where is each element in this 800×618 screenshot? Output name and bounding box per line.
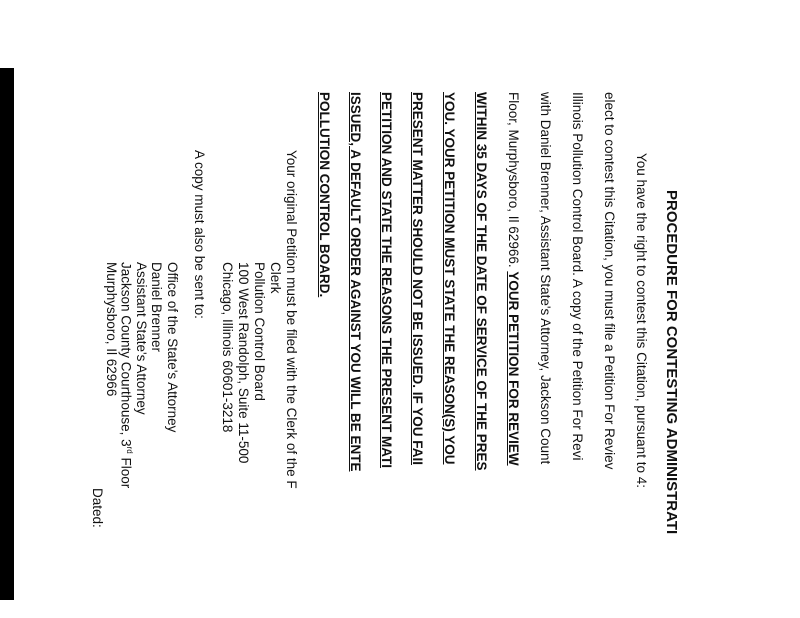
dated-label: Dated: xyxy=(90,488,105,528)
bold-notice-line: PETITION AND STATE THE REASONS THE PRESENT MATI xyxy=(379,92,394,469)
bold-notice-line: WITHIN 35 DAYS OF THE DATE OF SERVICE OF THE PRES xyxy=(474,92,489,471)
floor-text: Floor xyxy=(118,453,134,489)
bold-notice-line: YOU. YOUR PETITION MUST STATE THE REASON(S) YOU xyxy=(442,92,457,465)
sa-address-line: Office of the State's Attorney xyxy=(165,262,180,433)
document-title: PROCEDURE FOR CONTESTING ADMINISTRATI xyxy=(663,190,680,535)
clerk-address-line: 100 West Randolph, Suite 11-500 xyxy=(236,262,251,464)
sa-address-line xyxy=(119,262,133,488)
scan-edge-bar xyxy=(0,68,14,600)
sa-address-line: Assistant State's Attorney xyxy=(134,262,149,415)
paragraph-line: Illinois Pollution Control Board. A copy of the Petition For Revi xyxy=(570,92,585,461)
paragraph-line: elect to contest this Citation, you must file a Petition For Reviev xyxy=(602,92,617,470)
sa-address-line: Murphysboro, Il 62966 xyxy=(104,262,119,397)
paragraph-line: with Daniel Brenner, Assistant State's Attorney, Jackson Count xyxy=(538,92,553,465)
paragraph-text: Floor, Murphysboro, Il 62966. xyxy=(506,92,521,272)
filing-instruction: Your original Petition must be filed with the Clerk of the F xyxy=(284,150,299,489)
paragraph-line xyxy=(507,92,521,466)
petition-deadline-text: YOUR PETITION FOR REVIEW xyxy=(506,271,521,466)
bold-notice-line: POLLUTION CONTROL BOARD. xyxy=(317,92,332,298)
sa-address-line: Daniel Brenner xyxy=(149,262,164,353)
clerk-address-line: Pollution Control Board xyxy=(252,262,267,401)
courthouse-text: Jackson County Courthouse, 3 xyxy=(118,262,134,447)
bold-notice-line: ISSUED, A DEFAULT ORDER AGAINST YOU WILL BE ENTE xyxy=(348,92,363,472)
clerk-address-line: Clerk xyxy=(268,262,283,294)
ordinal-suffix: rd xyxy=(125,446,134,454)
bold-notice-line: PRESENT MATTER SHOULD NOT BE ISSUED. IF YOU FAII xyxy=(410,92,425,466)
clerk-address-line: Chicago, Illinois 60601-3218 xyxy=(220,262,235,433)
copy-instruction: A copy must also be sent to: xyxy=(192,150,207,319)
paragraph-line: You have the right to contest this Citation, pursuant to 4: xyxy=(634,153,649,488)
